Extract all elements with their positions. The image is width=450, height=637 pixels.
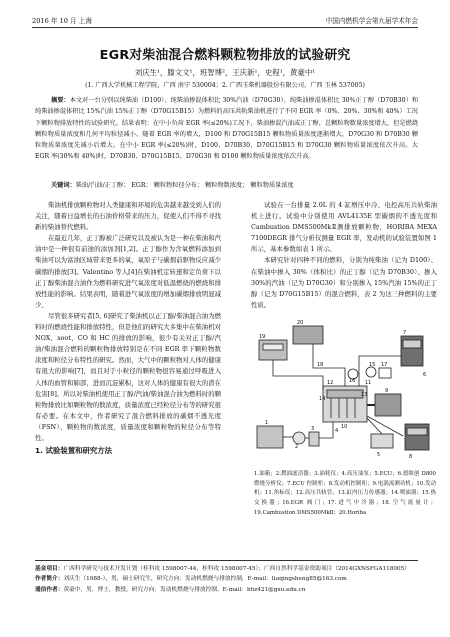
keywords-label: 关键词： [51,182,76,189]
fund-label: 基金项目： [35,566,64,572]
running-header [32,11,418,28]
corresponding-note [35,585,418,595]
method-paragraph-1: 试验在一台排量 2.0L 的 4 缸增压中冷、电控高压共轨柴油机上进行。试验中分别使用 AVL4135E 型碳烟的不透光度和 Cambustion DMS500MkⅡ测排放颗粒物，HORIBA MEXA 7100DEGR 排气分析仪测量 EGR 率，发动机的试验装置如图 1 所示，基本参数如表 1 所示。 [251,201,437,254]
header-conference: 中国内燃机学会第九届学术年会 [325,17,418,25]
svg-text:14: 14 [319,396,326,402]
svg-text:15: 15 [369,362,376,368]
affiliation: (1. 广西大学机械工程学院，广西 南宁 530004；2. 广西玉柴机器股份有限公司，广西 玉林 537005) [85,82,365,89]
test-bench-figure [253,316,437,468]
fund-text: 广西科学研究与技术开发计划（桂科攻 1598007-44，桂科攻 1598007-45）；广西自然科学基金资助项目（2014GXNSFGA118005） [63,566,410,572]
svg-text:8: 8 [409,454,413,460]
svg-text:20: 20 [297,320,304,326]
method-paragraph-2: 本研究针对四种不同的燃料，分别为纯柴油（记为 D100）、在柴油中掺入 30%（体积比）的正丁醇（记为 D70B30）、掺入 30%的汽油（记为 D70G30）和分别掺入 15%汽油 15%的正丁醇（记为 D70G15B15）的混合燃料，表 2 为这三种燃料的主要性质。 [251,256,437,309]
svg-text:3: 3 [311,426,315,432]
header-date: 2016 年 10 月 上海 [32,17,92,25]
intro-paragraph-3: 尽管很多研究者[5, 6]研究了柴油机以正丁醇/柴油混合油为燃料时的燃烧性能和排放特性，但是他们的研究大多集中在柴油机对 NOX、soot、CO 和 HC 的排放的影响，很少有关对正丁醇/汽油/柴油混合燃料的颗粒物排放特别是在不同 EGR 率下颗粒物数浓度和粒径分布特性的研究。然而，大气中的颗粒物对人体的健康有很大的影响[7]，而且对于小粒径的颗粒物很容易通过呼吸进入人体的血管和肺部，进而沉淀累积，这对人体的健康有很大的潜在危害[8]。所以对柴油机使用正丁醇/汽油/柴油混合油为燃料时的颗粒物排放比如颗粒物的数浓度，质量浓度已经粒径分布等的研究很有必要。在本文中，作者研究了混合燃料排放的碳烟不透光度（FSN），颗粒物的数浓度，质量浓度和颗粒物的粒径分布等特性。 [35,311,221,442]
svg-text:18: 18 [317,362,324,368]
svg-text:17: 17 [381,362,388,368]
abstract-label: 摘要： [51,97,70,104]
right-column [251,200,437,311]
svg-text:11: 11 [365,380,372,386]
figure-caption: 1.油箱；2.燃油滤清器；3.油耗仪；4.高压油泵；5.ECU；6.德维创 D800 燃烧分析仪；7.ECU 控制柜；8.发动机控制柜；9.电涡流测功机；10.发动机；11.角标仪；12.高压共轨管；13.缸内压力传感器；14.喷油器；15.热交换器；16.EGR 阀门；17.进气中冷器；18.空气流量计；19.Cambustion DMS500MkⅡ；20.Horiba [254,471,436,516]
svg-text:16: 16 [349,378,356,384]
author-bio-label: 作者简介： [35,576,64,583]
left-column [35,200,221,456]
author-note [35,574,418,584]
intro-paragraph-1: 柴油机排放颗粒物对人类健康和环境的危害越来越受到人们的关注，随着日益增长的石油价格带来的压力，促使人们不得不寻找新的柴油替代燃料。 [35,201,221,232]
svg-text:4: 4 [335,428,339,434]
corresponding-label: 通信作者： [35,586,64,593]
section-heading: 1. 试验装置和研究方法 [35,446,113,456]
svg-text:5: 5 [377,452,381,458]
keywords [35,181,418,191]
author-list: 刘庆生¹，滕文文¹，班智博²，王庆新¹，史程¹，黄豪中¹ [134,68,316,77]
intro-paragraph-2: 在最近几年，正丁醇被广泛研究以及被认为是一种在柴油和汽油中是一种很有前途的添加剂[1,2]。正丁醇作为含氧燃料添加到柴油可以为富油区域带来更多的氧，氧原子与碳烟前驱物反应减少碳烟的排放[3]。Valentino 等人[4]在柴油机定转速和定负荷下以正丁醇柴油混合油作为燃料研究进气氧浓度对低温燃烧的燃烧和排放性能的影响。结果表明，随着进气氧浓度的增加碳烟排放明显减少。 [35,234,221,309]
svg-text:13: 13 [361,392,368,398]
svg-text:9: 9 [385,388,389,394]
footnote-block [35,560,418,595]
fund-note [35,564,418,574]
abstract-text: 本文对一台分别以纯柴油（D100）、纯柴油掺混体积比 30%汽油（D70G30）、纯柴油掺混体积比 30%正丁醇（D70B30）和纯柴油掺混体积比 15%汽油 15%正丁醇（D70G15B15）为燃料的高压共轨柴油机进行了不同 EGR 率（0%、20%、30%和 40%）工况下颗粒物排放特性的试验研究。结果表明：在中小负荷 EGR 率(≤20%)工况下，柴油掺混汽油或正丁醇，总颗粒物数量浓度增大，但是燃烧颗粒物质量浓度和几何平均粒径减小。随着 EGR 率的增大，D100 和 D70G15B15 颗粒物质量浓度逐渐增大，D70G30 和 D70B30 颗粒物质量浓度先减小后增大。在中小 EGR 率(≤20%)时，D100、D70B30、D70G15B15 和 D70G30 颗粒物质量浓度依次升高。大 EGR 率(30%和 40%)时，D70B30、D70G15B15、D70G30 和 D100 颗粒物质量浓度依次升高。 [35,97,419,161]
abstract [35,95,418,163]
svg-text:2: 2 [295,444,299,450]
svg-text:6: 6 [423,372,427,378]
svg-text:1: 1 [265,420,269,426]
svg-text:12: 12 [327,380,334,386]
svg-text:7: 7 [403,330,407,336]
svg-text:10: 10 [341,424,348,430]
svg-text:19: 19 [259,334,266,340]
author-bio-text: 刘庆生（1988-），男，硕士研究生，研究方向：发动机燃烧与排放控制，E-mail：liuqingsheng85@163.com [63,576,347,583]
paper-title: EGR对柴油混合燃料颗粒物排放的试验研究 [99,48,351,63]
corresponding-text: 黄豪中，男，博士，教授，研究方向：发动机燃烧与排放控制，E-mail：hhz421@gxu.edu.cn [63,586,306,593]
keywords-text: 柴油/汽油/正丁醇； EGR； 颗粒物粒径分布； 颗粒物数浓度； 颗粒物质量浓度 [75,182,294,189]
